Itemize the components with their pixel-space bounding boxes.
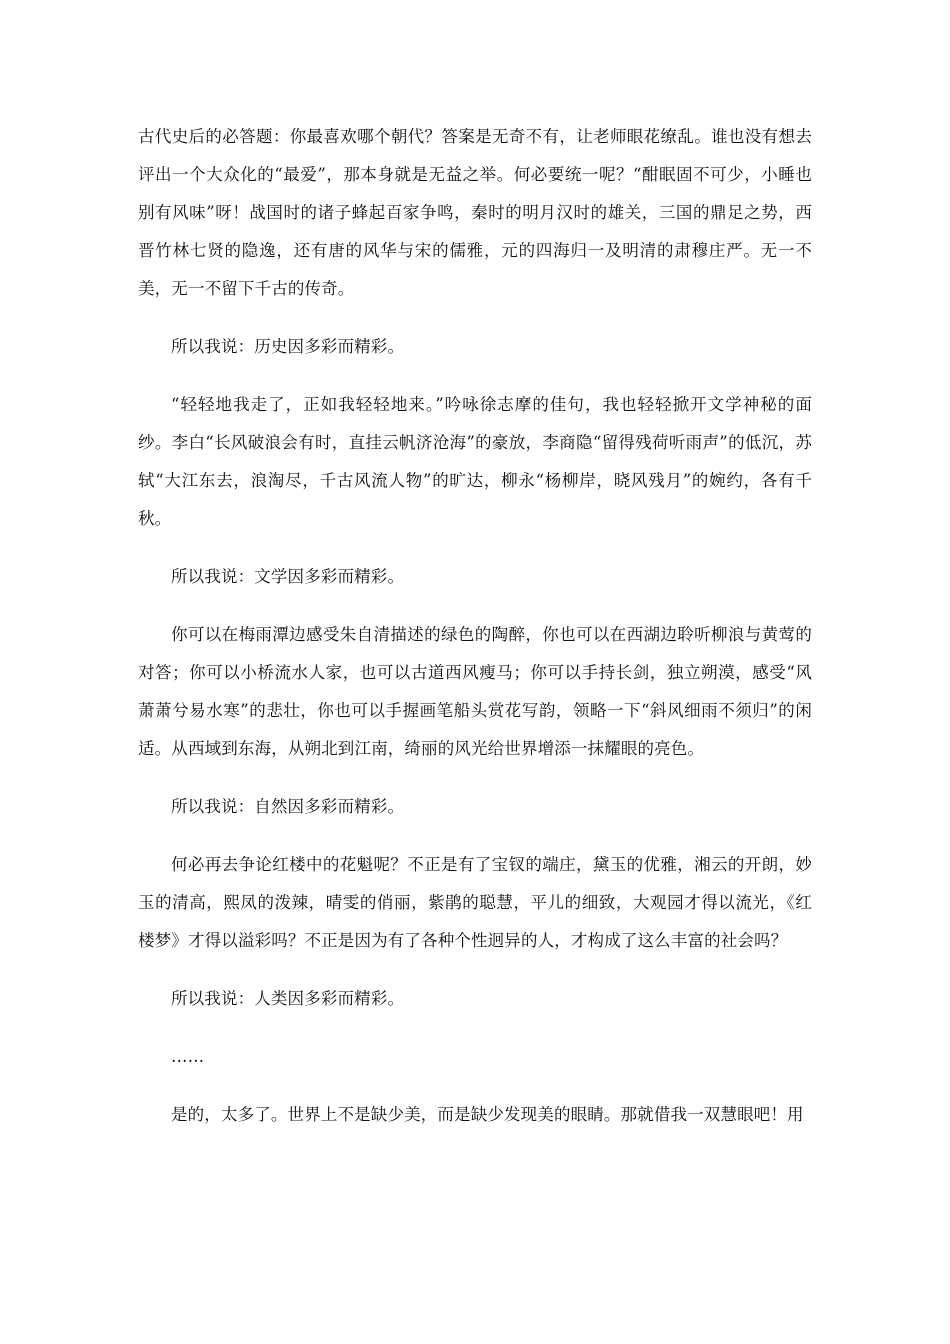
paragraph-humanity-conclusion: 所以我说：人类因多彩而精彩。 xyxy=(171,989,405,1008)
paragraph-ellipsis: …… xyxy=(171,1047,205,1066)
paragraph-closing: 是的，太多了。世界上不是缺少美，而是缺少发现美的眼睛。那就借我一双慧眼吧！用 xyxy=(171,1105,804,1124)
paragraph-literature-conclusion: 所以我说：文学因多彩而精彩。 xyxy=(171,567,405,586)
paragraph-dynasties: 古代史后的必答题：你最喜欢哪个朝代？答案是无奇不有，让老师眼花缭乱。谁也没有想去评出一个大众化的“最爱”，那本身就是无益之举。何必要统一呢？“酣眠固不可少，小睡也别有风味”呀！战国时的诸子蜂起百家争鸣，秦时的明月汉时的雄关，三国的鼎足之势，西晋竹林七贤的隐逸，还有唐的风华与宋的儒雅，元的四海归一及明清的肃穆庄严。无一不美，无一不留下千古的传奇。 xyxy=(138,127,812,298)
paragraph-nature-conclusion: 所以我说：自然因多彩而精彩。 xyxy=(171,797,405,816)
paragraph-history-conclusion: 所以我说：历史因多彩而精彩。 xyxy=(171,337,405,356)
paragraph-literature: “轻轻地我走了，正如我轻轻地来。”吟咏徐志摩的佳句，我也轻轻掀开文学神秘的面纱。李白“长风破浪会有时，直挂云帆济沧海”的豪放，李商隐“留得残荷听雨声”的低沉，苏轼“大江东去，浪淘尽，千古风流人物”的旷达，柳永“杨柳岸，晓风残月”的婉约，各有千秋。 xyxy=(138,395,812,528)
paragraph-nature: 你可以在梅雨潭边感受朱自清描述的绿色的陶醉，你也可以在西湖边聆听柳浪与黄莺的对答；你可以小桥流水人家，也可以古道西风瘦马；你可以手持长剑，独立朔漠，感受“风萧萧兮易水寒”的悲壮，你也可以手握画笔船头赏花写韵，领略一下“斜风细雨不须归”的闲适。从西域到东海，从朔北到江南，绮丽的风光给世界增添一抹耀眼的亮色。 xyxy=(138,625,812,758)
paragraph-red-chamber: 何必再去争论红楼中的花魁呢？不正是有了宝钗的端庄，黛玉的优雅，湘云的开朗，妙玉的清高，熙凤的泼辣，晴雯的俏丽，紫鹃的聪慧，平儿的细致，大观园才得以流光，《红楼梦》才得以溢彩吗？不正是因为有了各种个性迥异的人，才构成了这么丰富的社会吗？ xyxy=(138,855,812,950)
essay-body xyxy=(138,118,812,1134)
